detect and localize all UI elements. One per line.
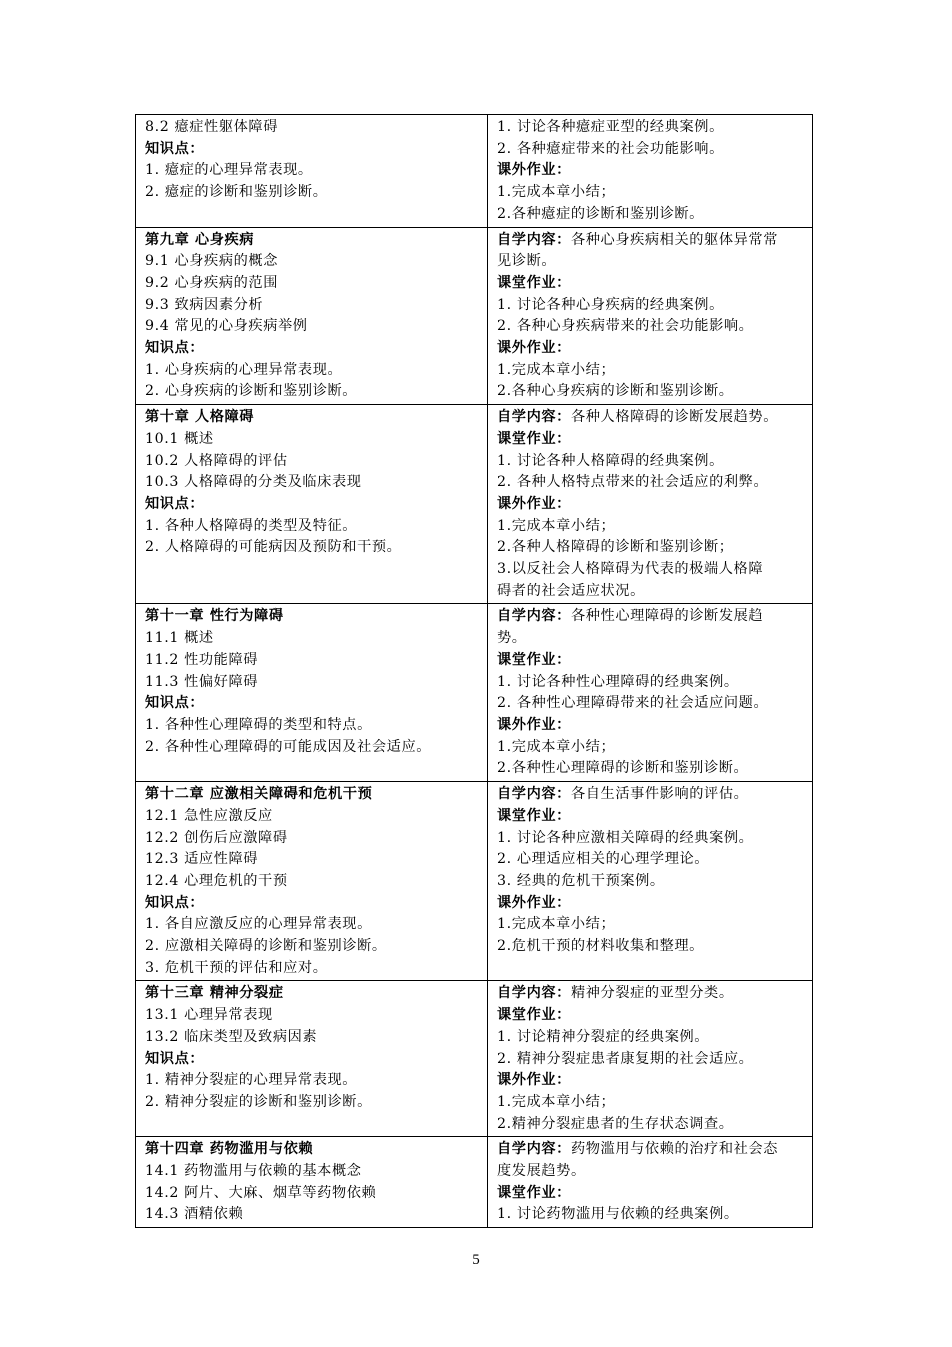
self-study-label: 自学内容： [497, 409, 571, 426]
text-line: 2.危机干预的材料收集和整理。 [497, 938, 704, 955]
text-line: 14.3 酒精依赖 [145, 1206, 244, 1223]
section-heading: 第十二章 应激相关障碍和危机干预 [145, 786, 373, 803]
text-line: 2. 精神分裂症的诊断和鉴别诊断。 [145, 1093, 372, 1110]
text-line: 2. 应激相关障碍的诊断和鉴别诊断。 [145, 938, 387, 955]
chapter-outline-cell [136, 782, 488, 981]
section-heading: 第九章 心身疾病 [145, 231, 255, 248]
text-line: 10.2 人格障碍的评估 [145, 452, 288, 469]
assignment-cell [488, 115, 813, 228]
self-study-label: 自学内容： [497, 608, 571, 625]
text-line: 2.各种性心理障碍的诊断和鉴别诊断。 [497, 760, 749, 777]
section-heading: 知识点： [145, 695, 205, 712]
section-heading: 课外作业： [497, 894, 571, 911]
text-line: 2. 精神分裂症患者康复期的社会适应。 [497, 1050, 754, 1067]
text-line: 1. 讨论各种性心理障碍的经典案例。 [497, 673, 739, 690]
text-line: 3.以反社会人格障碍为代表的极端人格障 [497, 561, 764, 578]
text-line: 1. 讨论各种人格障碍的经典案例。 [497, 452, 724, 469]
text-line: 2. 各种性心理障碍带来的社会适应问题。 [497, 695, 769, 712]
section-heading: 知识点： [145, 1050, 205, 1067]
text-line: 9.4 常见的心身疾病举例 [145, 318, 308, 335]
text-line: 1. 各自应激反应的心理异常表现。 [145, 916, 372, 933]
text-line [497, 784, 808, 806]
text-line: 11.2 性功能障碍 [145, 651, 259, 668]
assignment-cell [488, 604, 813, 782]
text-line: 13.1 心理异常表现 [145, 1007, 273, 1024]
text-line: 2. 各种癔症带来的社会功能影响。 [497, 140, 724, 157]
text-line: 1.完成本章小结； [497, 184, 616, 201]
text-line: 1. 讨论各种应激相关障碍的经典案例。 [497, 829, 754, 846]
text-line: 12.1 急性应激反应 [145, 807, 273, 824]
text-line: 1.完成本章小结； [497, 738, 616, 755]
text-line: 1. 精神分裂症的心理异常表现。 [145, 1072, 358, 1089]
table-row [136, 405, 813, 604]
text-line: 2.精神分裂症患者的生存状态调查。 [497, 1115, 734, 1132]
text-line: 2. 各种心身疾病带来的社会功能影响。 [497, 318, 754, 335]
section-heading: 课外作业： [497, 495, 571, 512]
self-study-label: 自学内容： [497, 786, 571, 803]
text-line: 1.完成本章小结； [497, 916, 616, 933]
section-heading: 课外作业： [497, 1072, 571, 1089]
text-line: 11.1 概述 [145, 630, 214, 647]
table-row [136, 604, 813, 782]
text-line: 1. 讨论精神分裂症的经典案例。 [497, 1028, 710, 1045]
section-heading: 第十三章 精神分裂症 [145, 985, 284, 1002]
text-line: 1. 心身疾病的心理异常表现。 [145, 361, 343, 378]
text-line: 1. 各种人格障碍的类型及特征。 [145, 517, 358, 534]
text-line: 8.2 癔症性躯体障碍 [145, 119, 278, 135]
self-study-label: 自学内容： [497, 231, 571, 248]
text-line: 13.2 临床类型及致病因素 [145, 1028, 318, 1045]
self-study-label: 自学内容： [497, 1141, 571, 1158]
text-line: 10.3 人格障碍的分类及临床表现 [145, 474, 362, 491]
text-line: 1. 讨论药物滥用与依赖的经典案例。 [497, 1206, 739, 1223]
self-study-content: 精神分裂症的亚型分类。 [570, 985, 734, 1002]
text-line [497, 1139, 808, 1161]
section-heading: 课外作业： [497, 162, 571, 179]
table-row [136, 981, 813, 1137]
chapter-outline-cell [136, 227, 488, 405]
section-heading: 课堂作业： [497, 274, 571, 291]
text-line: 9.2 心身疾病的范围 [145, 274, 278, 291]
assignment-cell [488, 227, 813, 405]
text-line: 12.4 心理危机的干预 [145, 872, 288, 889]
text-line [497, 606, 808, 628]
table-row [136, 1137, 813, 1228]
text-line: 1. 讨论各种心身疾病的经典案例。 [497, 296, 724, 313]
text-line: 2. 心理适应相关的心理学理论。 [497, 851, 710, 868]
section-heading: 知识点： [145, 340, 205, 357]
section-heading: 知识点： [145, 894, 205, 911]
section-heading: 知识点： [145, 140, 205, 157]
section-heading: 第十一章 性行为障碍 [145, 608, 284, 625]
text-line: 2. 心身疾病的诊断和鉴别诊断。 [145, 383, 358, 400]
text-line: 12.2 创伤后应激障碍 [145, 829, 288, 846]
text-line: 1.完成本章小结； [497, 517, 616, 534]
self-study-content: 各种性心理障碍的诊断发展趋 [570, 608, 764, 625]
text-line: 1.完成本章小结； [497, 361, 616, 378]
section-heading: 课堂作业： [497, 651, 571, 668]
text-line: 2. 人格障碍的可能病因及预防和干预。 [145, 539, 402, 556]
text-line [497, 983, 808, 1005]
text-line [497, 407, 808, 429]
section-heading: 课堂作业： [497, 1007, 571, 1024]
assignment-cell [488, 405, 813, 604]
chapter-outline-cell [136, 981, 488, 1137]
text-line: 10.1 概述 [145, 430, 214, 447]
text-line: 2.各种癔症的诊断和鉴别诊断。 [497, 205, 704, 222]
text-line: 度发展趋势。 [497, 1163, 586, 1180]
text-line: 1.完成本章小结； [497, 1093, 616, 1110]
text-line: 14.2 阿片、大麻、烟草等药物依赖 [145, 1184, 377, 1201]
text-line: 2. 各种性心理障碍的可能成因及社会适应。 [145, 738, 432, 755]
chapter-outline-cell [136, 604, 488, 782]
syllabus-table [135, 114, 813, 1228]
text-line: 2. 癔症的诊断和鉴别诊断。 [145, 184, 328, 201]
text-line: 9.3 致病因素分析 [145, 296, 264, 313]
section-heading: 课堂作业： [497, 1184, 571, 1201]
text-line: 12.3 适应性障碍 [145, 851, 259, 868]
section-heading: 课堂作业： [497, 807, 571, 824]
self-study-label: 自学内容： [497, 985, 571, 1002]
text-line: 3. 经典的危机干预案例。 [497, 872, 665, 889]
self-study-content: 各种心身疾病相关的躯体异常常 [570, 231, 778, 248]
section-heading: 课堂作业： [497, 430, 571, 447]
text-line: 2.各种心身疾病的诊断和鉴别诊断。 [497, 383, 734, 400]
text-line: 11.3 性偏好障碍 [145, 673, 259, 690]
section-heading: 知识点： [145, 495, 205, 512]
text-line: 1. 癔症的心理异常表现。 [145, 162, 313, 179]
text-line: 碍者的社会适应状况。 [497, 582, 645, 599]
chapter-outline-cell [136, 115, 488, 228]
assignment-cell [488, 981, 813, 1137]
text-line: 2. 各种人格特点带来的社会适应的利弊。 [497, 474, 769, 491]
table-row [136, 782, 813, 981]
text-line: 势。 [497, 630, 527, 647]
page-number: 5 [472, 1252, 480, 1268]
assignment-cell [488, 782, 813, 981]
chapter-outline-cell [136, 405, 488, 604]
text-line: 14.1 药物滥用与依赖的基本概念 [145, 1163, 362, 1180]
section-heading: 第十章 人格障碍 [145, 409, 255, 426]
section-heading: 课外作业： [497, 716, 571, 733]
assignment-cell [488, 1137, 813, 1228]
text-line: 1. 讨论各种癔症亚型的经典案例。 [497, 119, 724, 135]
text-line: 1. 各种性心理障碍的类型和特点。 [145, 716, 372, 733]
chapter-outline-cell [136, 1137, 488, 1228]
text-line: 3. 危机干预的评估和应对。 [145, 959, 328, 976]
section-heading: 第十四章 药物滥用与依赖 [145, 1141, 314, 1158]
table-row [136, 227, 813, 405]
self-study-content: 各自生活事件影响的评估。 [570, 786, 749, 803]
text-line: 见诊断。 [497, 253, 557, 270]
text-line: 2.各种人格障碍的诊断和鉴别诊断； [497, 539, 734, 556]
text-line [497, 230, 808, 252]
section-heading: 课外作业： [497, 340, 571, 357]
table-row [136, 115, 813, 228]
text-line: 9.1 心身疾病的概念 [145, 253, 278, 270]
self-study-content: 各种人格障碍的诊断发展趋势。 [570, 409, 778, 426]
self-study-content: 药物滥用与依赖的治疗和社会态 [570, 1141, 778, 1158]
